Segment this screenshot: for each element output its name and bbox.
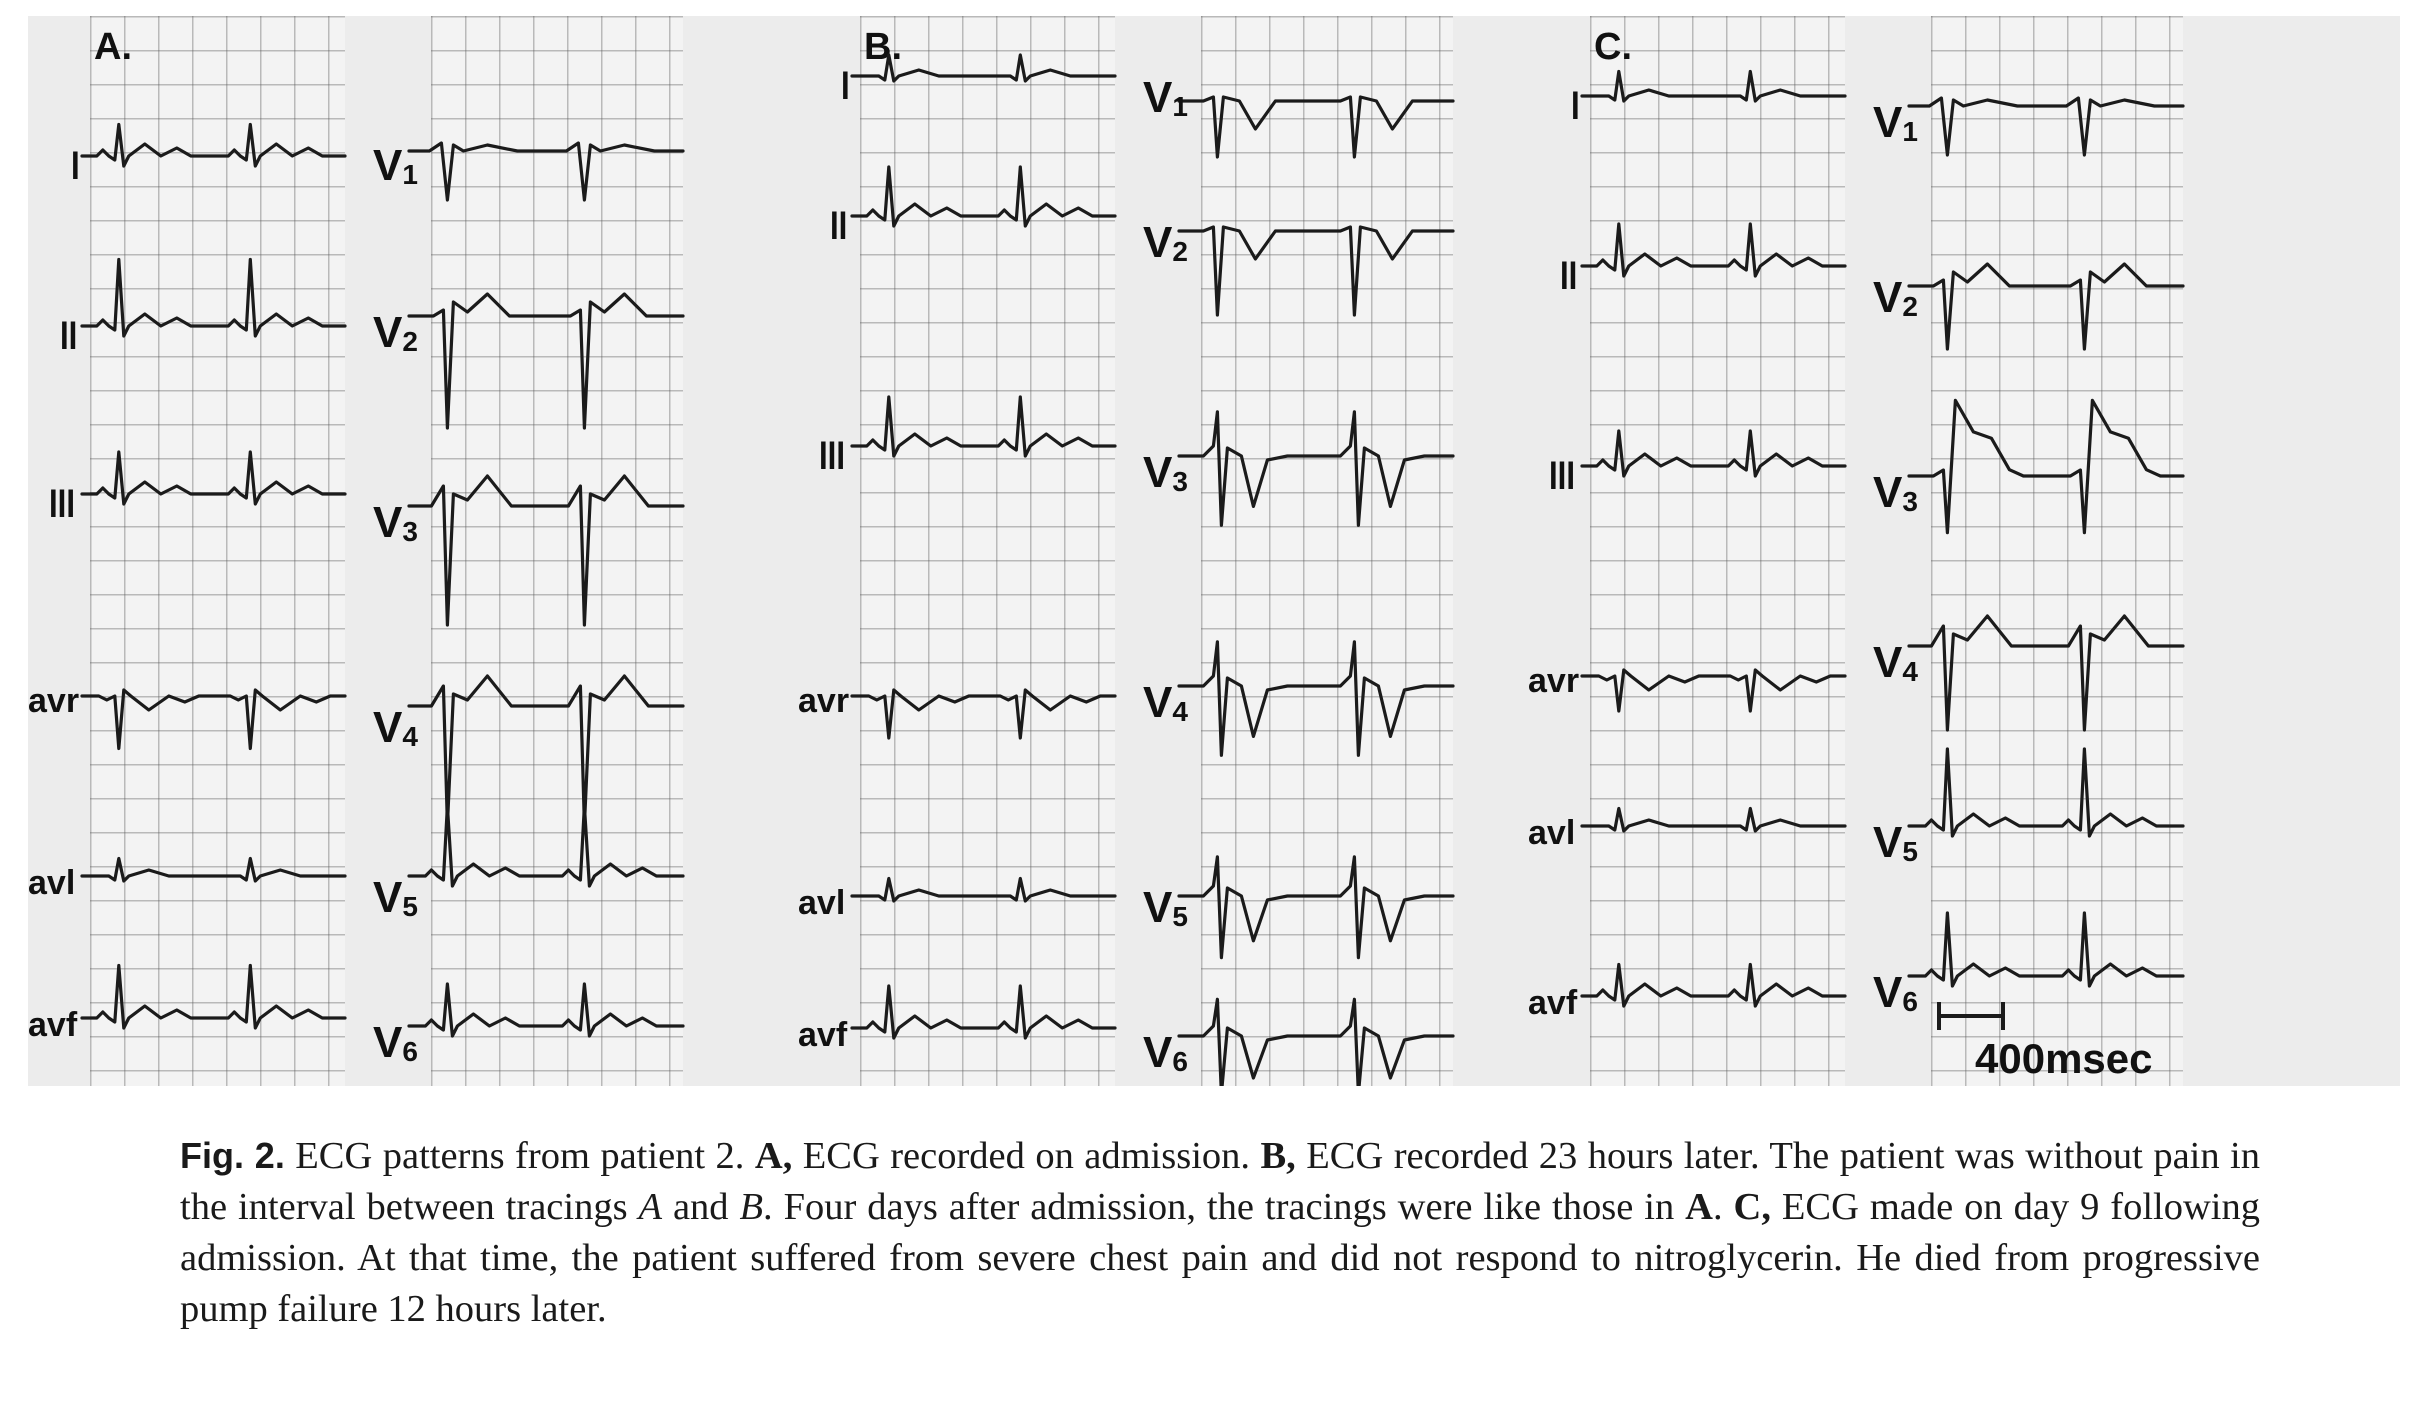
lead-label: avl (28, 864, 76, 902)
lead-number: 1 (1172, 91, 1188, 122)
lead-number: 4 (1172, 696, 1188, 727)
lead-letter: V (1143, 218, 1173, 267)
caption-segment: . Four days after admission, the tracings were like those in (763, 1186, 1686, 1228)
lead-label: I (71, 144, 80, 188)
ecg-grid-limb-leads (860, 16, 1115, 1086)
time-scale-label: 400msec (1975, 1035, 2153, 1082)
lead-letter: V (1873, 98, 1903, 147)
lead-letter: V (373, 1018, 403, 1067)
lead-letter: V (373, 498, 403, 547)
ecg-grid-limb-leads (90, 16, 345, 1086)
lead-letter: V (373, 703, 403, 752)
lead-letter: V (373, 873, 403, 922)
lead-label: avr (798, 682, 850, 720)
precordial-lead-label (373, 498, 418, 547)
lead-letter: V (373, 141, 403, 190)
caption-segment: B, (1260, 1135, 1296, 1177)
lead-number: 6 (402, 1036, 418, 1067)
lead-number: 3 (1172, 466, 1188, 497)
lead-letter: V (1143, 1028, 1173, 1077)
lead-letter: V (1873, 638, 1903, 687)
ecg-grid-precordial-leads (1931, 16, 2183, 1086)
precordial-lead-label (1143, 1028, 1188, 1077)
lead-number: 2 (1172, 236, 1188, 267)
lead-label: I (841, 64, 850, 108)
figure-number: Fig. 2. (180, 1135, 285, 1176)
caption-segment: and (662, 1186, 740, 1228)
panel-label: B. (864, 26, 902, 68)
caption-text (180, 1135, 2260, 1330)
lead-letter: V (1873, 968, 1903, 1017)
panel-label: A. (94, 26, 132, 68)
caption-segment: A, (754, 1135, 793, 1177)
caption-segment: ECG recorded on admission. (792, 1135, 1261, 1177)
lead-label: avl (798, 884, 846, 922)
precordial-lead-label (1873, 968, 1918, 1017)
precordial-lead-label (1873, 273, 1918, 322)
lead-number: 5 (1902, 836, 1918, 867)
lead-number: 2 (402, 326, 418, 357)
lead-letter: V (1143, 678, 1173, 727)
lead-label: II (60, 314, 78, 358)
lead-letter: V (1873, 273, 1903, 322)
panel-label: C. (1594, 26, 1632, 68)
lead-label: III (49, 482, 76, 526)
lead-number: 5 (1172, 901, 1188, 932)
lead-label: avf (1528, 984, 1578, 1022)
caption-segment: A (1685, 1186, 1713, 1228)
precordial-lead-label (1873, 98, 1918, 147)
caption-segment: ECG recorded 23 hours later. The patient was without pain in the interval between tracings (180, 1135, 2261, 1228)
lead-label: II (830, 204, 848, 248)
precordial-lead-label (1143, 218, 1188, 267)
lead-letter: V (1143, 448, 1173, 497)
precordial-lead-label (1143, 883, 1188, 932)
lead-letter: V (1143, 73, 1173, 122)
lead-label: avf (28, 1006, 78, 1044)
lead-label: I (1571, 84, 1580, 128)
ecg-grid-limb-leads (1590, 16, 1845, 1086)
lead-number: 6 (1172, 1046, 1188, 1077)
lead-letter: V (1873, 468, 1903, 517)
lead-letter: V (1873, 818, 1903, 867)
caption-segment: . (1712, 1186, 1734, 1228)
ecg-grid-precordial-leads (1201, 16, 1453, 1086)
lead-label: II (1560, 254, 1578, 298)
lead-number: 1 (402, 159, 418, 190)
lead-number: 4 (402, 721, 418, 752)
figure-caption (180, 1130, 2260, 1335)
caption-segment: A (638, 1186, 663, 1228)
precordial-lead-label (373, 703, 418, 752)
lead-number: 3 (402, 516, 418, 547)
lead-label: III (1549, 454, 1576, 498)
precordial-lead-label (1873, 818, 1918, 867)
precordial-lead-label (373, 308, 418, 357)
precordial-lead-label (1873, 638, 1918, 687)
lead-label: avr (1528, 662, 1580, 700)
ecg-grid-precordial-leads (431, 16, 683, 1086)
lead-label: avr (28, 682, 80, 720)
caption-segment: B (739, 1186, 764, 1228)
lead-label: avl (1528, 814, 1576, 852)
precordial-lead-label (1143, 678, 1188, 727)
lead-label: avf (798, 1016, 848, 1054)
lead-number: 2 (1902, 291, 1918, 322)
lead-number: 6 (1902, 986, 1918, 1017)
lead-number: 4 (1902, 656, 1918, 687)
caption-segment: ECG patterns from patient 2. (284, 1135, 755, 1177)
lead-number: 5 (402, 891, 418, 922)
lead-number: 1 (1902, 116, 1918, 147)
caption-segment: C, (1733, 1186, 1771, 1228)
precordial-lead-label (373, 873, 418, 922)
lead-label: III (819, 434, 846, 478)
lead-letter: V (373, 308, 403, 357)
lead-number: 3 (1902, 486, 1918, 517)
precordial-lead-label (373, 141, 418, 190)
precordial-lead-label (1143, 448, 1188, 497)
precordial-lead-label (373, 1018, 418, 1067)
ecg-figure (28, 16, 2400, 1086)
caption-segment: ECG made on day 9 following admission. At that time, the patient suffered from severe chest pain and did not respond to nitroglycerin. He died from progressive pump failure 12 hours later. (180, 1186, 2261, 1330)
precordial-lead-label (1143, 73, 1188, 122)
lead-letter: V (1143, 883, 1173, 932)
precordial-lead-label (1873, 468, 1918, 517)
